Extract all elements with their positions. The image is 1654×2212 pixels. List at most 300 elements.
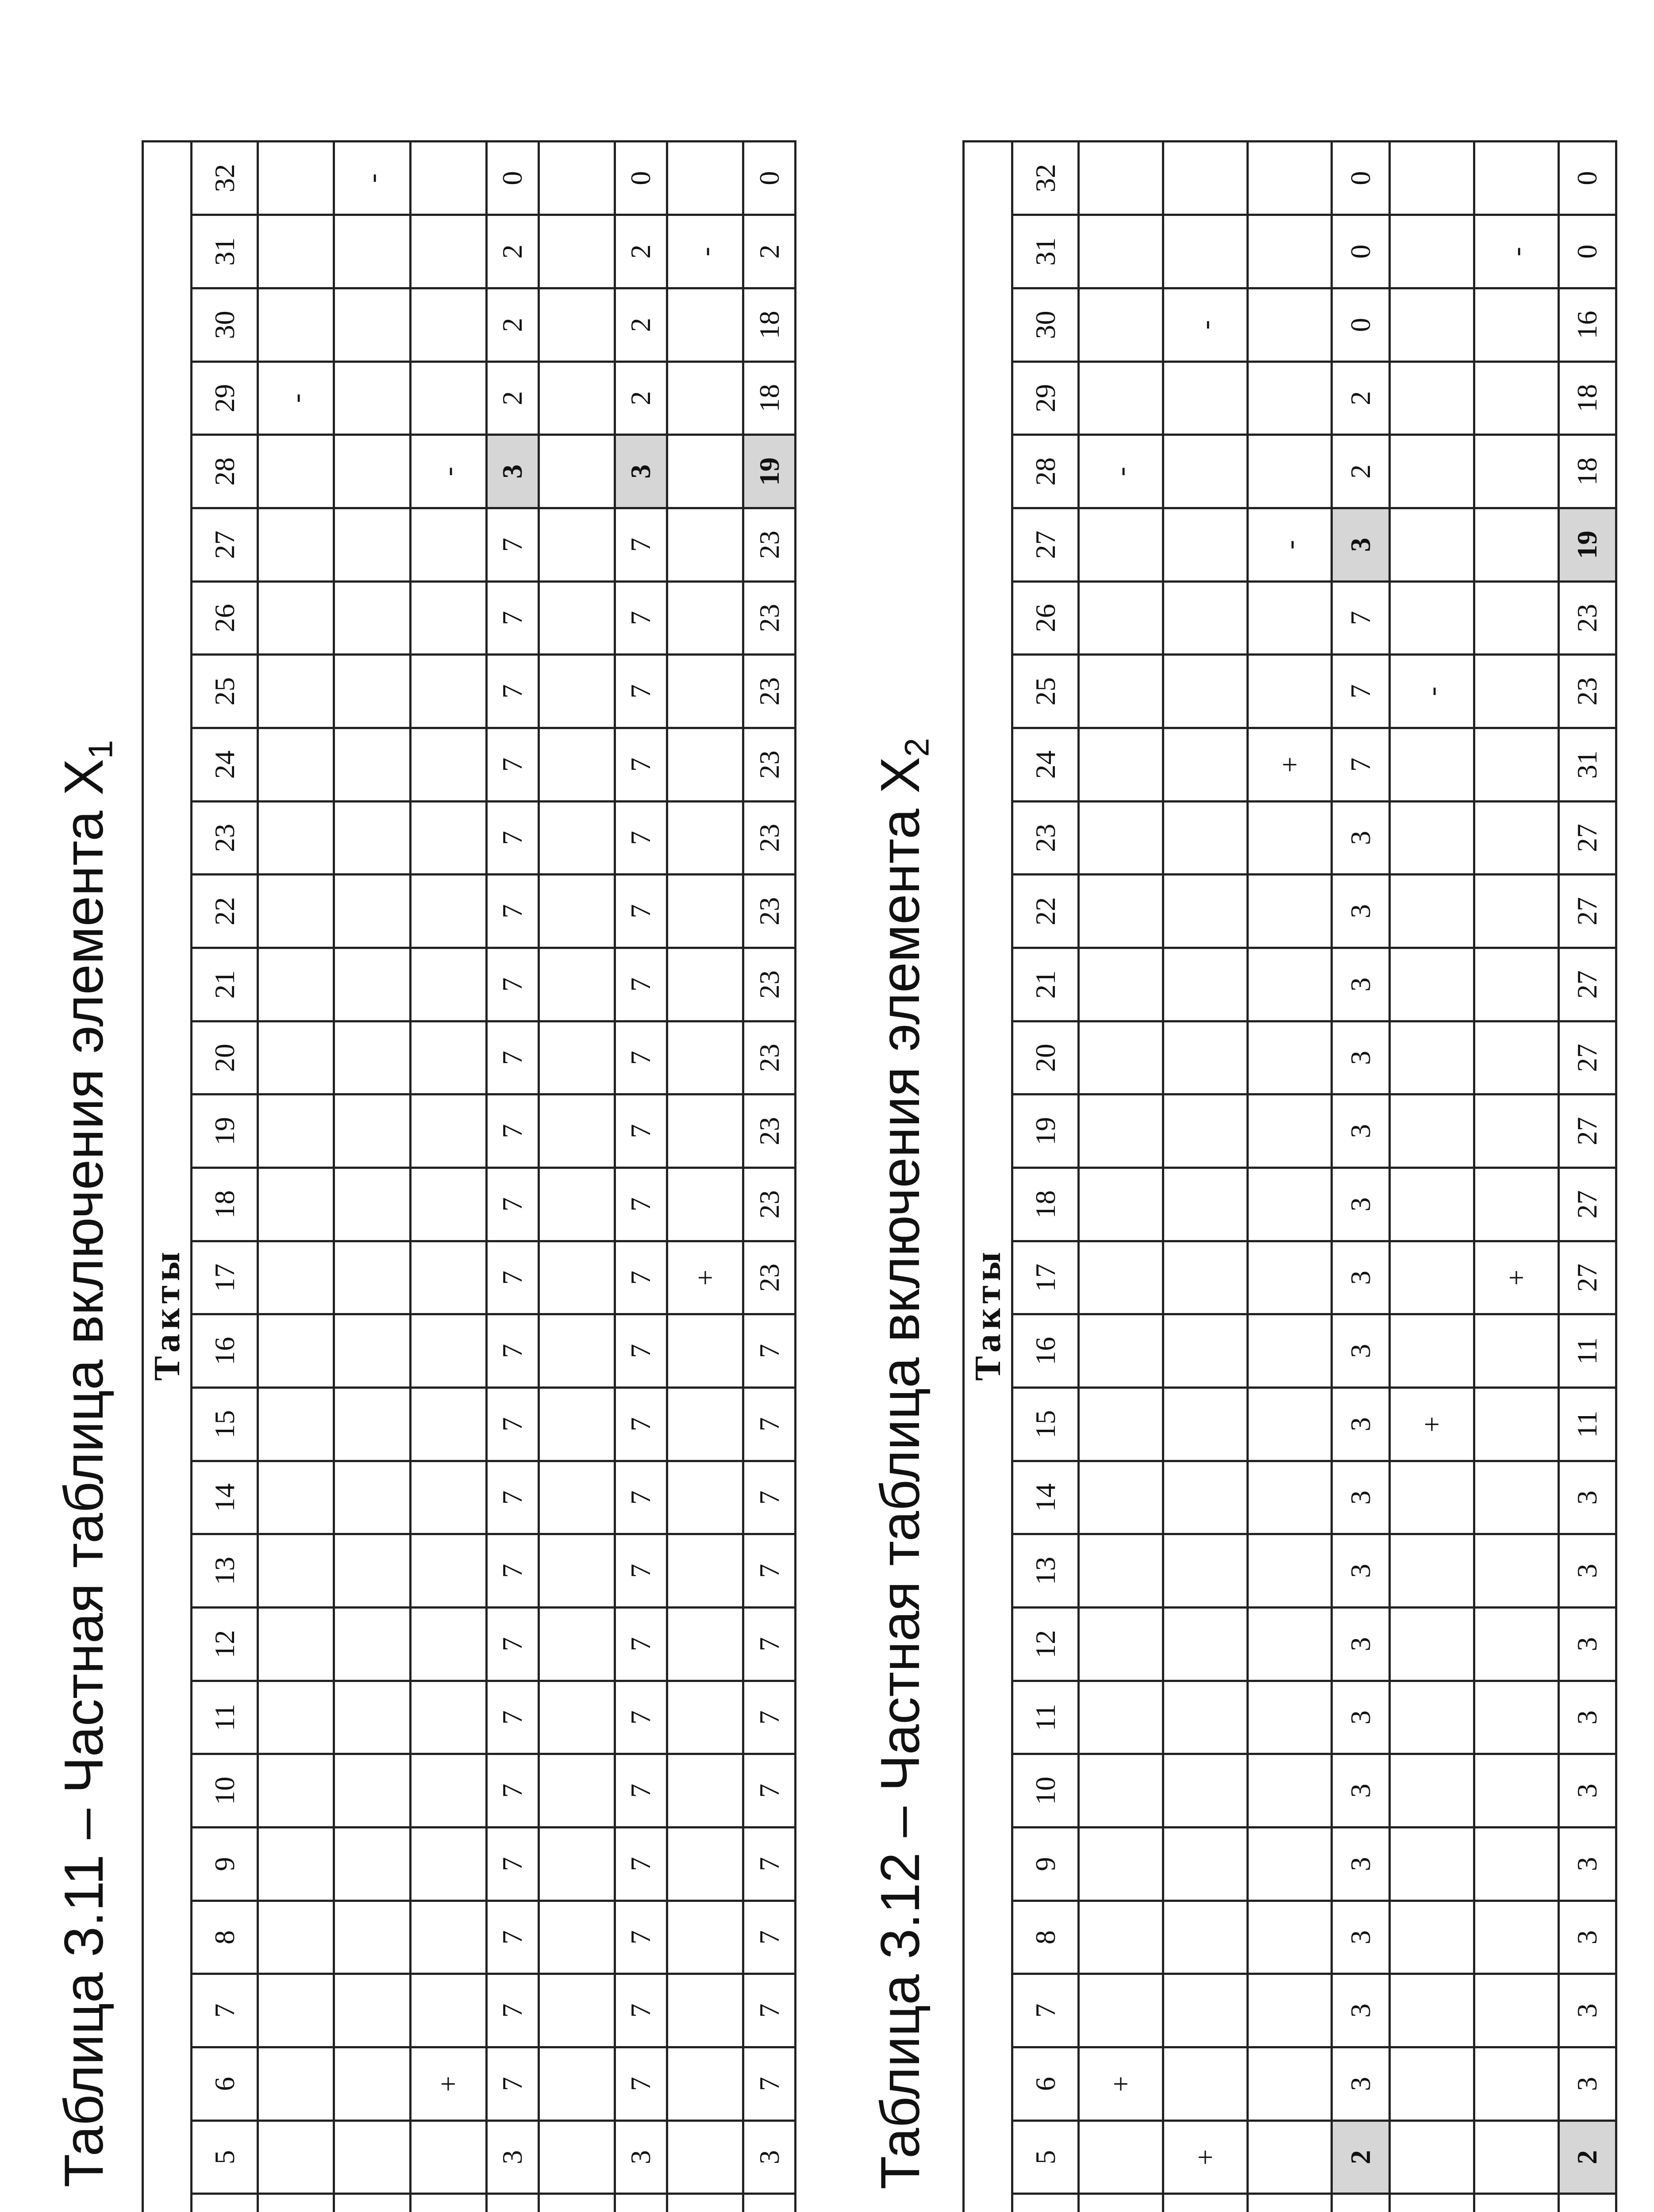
cell — [1163, 1534, 1247, 1608]
cell — [1389, 288, 1474, 362]
cell: 3 — [1332, 2047, 1389, 2121]
cell: 23 — [743, 948, 796, 1022]
state-row — [486, 142, 539, 2212]
cell — [1389, 361, 1474, 435]
cell: - — [258, 361, 334, 435]
cell — [1247, 1314, 1332, 1388]
cell — [334, 435, 410, 508]
cell: 2 — [486, 288, 539, 362]
cycle-number: 7 — [192, 1974, 258, 2047]
cycle-number: 6 — [1012, 2047, 1079, 2121]
cell — [1163, 1608, 1247, 1681]
caption-subscript: 2 — [898, 737, 936, 757]
cycle-number: 26 — [1012, 581, 1079, 655]
caption-text: Таблица 3.12 – Частная таблица включения элемента X — [870, 757, 931, 2190]
cell — [1389, 1094, 1474, 1168]
cell: + — [1389, 1388, 1474, 1461]
cell — [539, 948, 615, 1022]
element-row — [1474, 142, 1558, 2212]
cell — [1474, 1828, 1558, 1901]
cell: - — [667, 215, 743, 288]
cell — [258, 1168, 334, 1241]
cell: 7 — [486, 508, 539, 582]
cycle-number: 16 — [1012, 1314, 1079, 1388]
cell — [539, 508, 615, 582]
highlighted-cell: 3 — [1332, 508, 1389, 582]
cell — [539, 1828, 615, 1901]
cycle-number — [192, 2194, 258, 2212]
cell — [667, 655, 743, 728]
cell — [410, 1828, 486, 1901]
cell: 7 — [615, 1901, 667, 1974]
cell: 7 — [743, 1754, 796, 1828]
cell — [539, 2120, 615, 2194]
cell — [410, 288, 486, 362]
cell — [1389, 435, 1474, 508]
cycle-number: 31 — [1012, 215, 1079, 288]
cell — [1389, 1461, 1474, 1534]
cell: 3 — [1332, 1094, 1389, 1168]
cell: 7 — [615, 1681, 667, 1754]
cell — [667, 2194, 743, 2212]
cell: 7 — [743, 1901, 796, 1974]
cell — [539, 1388, 615, 1461]
cell — [1163, 1021, 1247, 1094]
cycle-number: 20 — [192, 1021, 258, 1094]
cell — [334, 728, 410, 802]
cell: 2 — [1332, 361, 1389, 435]
cell: 0 — [743, 142, 796, 215]
cell — [667, 1168, 743, 1241]
cell — [539, 1021, 615, 1094]
cell — [410, 1021, 486, 1094]
cell — [1079, 1021, 1163, 1094]
cell: 27 — [1558, 1168, 1616, 1241]
cell — [1474, 1901, 1558, 1974]
table-3-12-caption — [869, 0, 948, 2212]
cell — [1474, 655, 1558, 728]
cell: 27 — [1558, 875, 1616, 948]
cell: 7 — [743, 1534, 796, 1608]
cell: 7 — [615, 1241, 667, 1314]
cell — [410, 2120, 486, 2194]
cycle-number: 19 — [1012, 1094, 1079, 1168]
cell: 18 — [743, 288, 796, 362]
cell — [1389, 728, 1474, 802]
cell: 7 — [743, 1828, 796, 1901]
cycle-number: 24 — [1012, 728, 1079, 802]
cell — [258, 948, 334, 1022]
cell: 7 — [486, 1534, 539, 1608]
cell — [1474, 728, 1558, 802]
cell — [1389, 1534, 1474, 1608]
cell — [1247, 142, 1332, 215]
cell — [258, 1314, 334, 1388]
cell — [1247, 361, 1332, 435]
table-3-11 — [142, 140, 796, 2212]
cell — [258, 1608, 334, 1681]
cell: 7 — [486, 2047, 539, 2121]
cell — [258, 801, 334, 875]
cycle-number: 28 — [1012, 435, 1079, 508]
cell — [1474, 142, 1558, 215]
cell — [539, 581, 615, 655]
cycle-number: 21 — [192, 948, 258, 1022]
cell — [410, 1168, 486, 1241]
cell: + — [1474, 1241, 1558, 1314]
cell — [667, 508, 743, 582]
cell — [667, 1314, 743, 1388]
cell — [258, 655, 334, 728]
cell — [410, 1388, 486, 1461]
cell — [334, 1534, 410, 1608]
cell: 11 — [1558, 1388, 1616, 1461]
cell: 7 — [486, 875, 539, 948]
cell — [1474, 508, 1558, 582]
cell — [1474, 1168, 1558, 1241]
cell — [667, 1094, 743, 1168]
cell — [1247, 2120, 1332, 2194]
element-row — [410, 142, 486, 2212]
cell: 7 — [486, 1754, 539, 1828]
cell — [1474, 1314, 1558, 1388]
cell — [1389, 2194, 1474, 2212]
cell: 7 — [1332, 581, 1389, 655]
cycle-number: 29 — [192, 361, 258, 435]
cell: 7 — [615, 1388, 667, 1461]
cell — [258, 2194, 334, 2212]
cell — [667, 1901, 743, 1974]
cell — [1474, 801, 1558, 875]
cell: 7 — [486, 1388, 539, 1461]
cell — [1163, 1828, 1247, 1901]
cell: 7 — [486, 1314, 539, 1388]
cell — [1079, 1901, 1163, 1974]
cell — [539, 142, 615, 215]
cell — [667, 2047, 743, 2121]
takty-header: Такты — [964, 142, 1012, 2212]
element-row — [334, 142, 410, 2212]
cell: - — [410, 435, 486, 508]
cycle-number: 18 — [1012, 1168, 1079, 1241]
cell — [1163, 581, 1247, 655]
cell — [1389, 2120, 1474, 2194]
cell — [410, 1901, 486, 1974]
cell — [539, 1461, 615, 1534]
cell — [1163, 1974, 1247, 2047]
cell — [1474, 875, 1558, 948]
cell — [334, 1828, 410, 1901]
cell — [258, 1388, 334, 1461]
cell — [334, 1021, 410, 1094]
state-row — [743, 142, 796, 2212]
cell: + — [667, 1241, 743, 1314]
cell: 7 — [743, 2047, 796, 2121]
cell: 7 — [615, 1828, 667, 1901]
cell: 3 — [1558, 1461, 1616, 1534]
cell: 7 — [486, 1094, 539, 1168]
cell — [539, 1974, 615, 2047]
cell: 3 — [1332, 1974, 1389, 2047]
cell — [1079, 2194, 1163, 2212]
cell — [1163, 361, 1247, 435]
cell: 7 — [615, 1094, 667, 1168]
cell — [1389, 948, 1474, 1022]
cell: 2 — [615, 361, 667, 435]
cell — [1389, 1021, 1474, 1094]
table-3-12 — [962, 140, 1617, 2212]
cell: 3 — [1558, 1608, 1616, 1681]
cell — [1079, 361, 1163, 435]
cycle-number: 32 — [1012, 142, 1079, 215]
cell — [1079, 1314, 1163, 1388]
cell — [334, 1241, 410, 1314]
cell: 3 — [1332, 801, 1389, 875]
element-row — [667, 142, 743, 2212]
cell: 7 — [615, 1314, 667, 1388]
cell: 7 — [743, 1974, 796, 2047]
cell: 23 — [743, 728, 796, 802]
cell — [1389, 1828, 1474, 1901]
cell — [1474, 1681, 1558, 1754]
cell: 27 — [1558, 801, 1616, 875]
cell: 23 — [743, 508, 796, 582]
cell — [1389, 1241, 1474, 1314]
element-row — [1079, 142, 1163, 2212]
cell — [1079, 1168, 1163, 1241]
cell — [667, 875, 743, 948]
cell: 7 — [486, 1461, 539, 1534]
cycle-number: 27 — [1012, 508, 1079, 582]
cell — [1474, 581, 1558, 655]
cell: 3 — [1332, 1608, 1389, 1681]
cell: + — [1247, 728, 1332, 802]
cell — [334, 1388, 410, 1461]
cycle-number: 5 — [1012, 2120, 1079, 2194]
cell — [486, 2194, 539, 2212]
cell: 7 — [615, 1974, 667, 2047]
cycle-number: 25 — [1012, 655, 1079, 728]
cell — [1474, 1021, 1558, 1094]
cell: 27 — [1558, 1094, 1616, 1168]
cell — [1079, 581, 1163, 655]
cell: 7 — [615, 1021, 667, 1094]
cell — [334, 2120, 410, 2194]
cell: 7 — [615, 2047, 667, 2121]
cell: 3 — [1558, 1901, 1616, 1974]
highlighted-cell: 2 — [1332, 2120, 1389, 2194]
cell — [539, 1534, 615, 1608]
cycle-number: 25 — [192, 655, 258, 728]
cell: 0 — [615, 142, 667, 215]
cell: 7 — [743, 1681, 796, 1754]
cell — [1247, 1388, 1332, 1461]
cell — [1389, 1754, 1474, 1828]
cell — [334, 1681, 410, 1754]
caption-text: Таблица 3.11 – Частная таблица включения элемента X — [54, 759, 115, 2188]
cell — [667, 1681, 743, 1754]
cell — [539, 801, 615, 875]
element-row — [1247, 142, 1332, 2212]
cell: 7 — [1332, 728, 1389, 802]
cell: 7 — [615, 1168, 667, 1241]
cell: 7 — [615, 508, 667, 582]
cell: 3 — [1332, 1021, 1389, 1094]
cell — [1079, 215, 1163, 288]
cell — [1558, 2194, 1616, 2212]
cell — [1474, 361, 1558, 435]
cycle-number: 8 — [1012, 1901, 1079, 1974]
cell — [334, 508, 410, 582]
cell — [1079, 1534, 1163, 1608]
cell: 3 — [1332, 1828, 1389, 1901]
cell: 2 — [615, 288, 667, 362]
cell — [334, 2047, 410, 2121]
cell — [539, 288, 615, 362]
element-row — [1389, 142, 1474, 2212]
cell: 3 — [615, 2120, 667, 2194]
cycle-number: 31 — [192, 215, 258, 288]
cell — [1079, 288, 1163, 362]
cell — [334, 801, 410, 875]
cell: 23 — [743, 1241, 796, 1314]
cell — [1247, 1094, 1332, 1168]
cell — [1079, 655, 1163, 728]
cell: 31 — [1558, 728, 1616, 802]
cell: 7 — [486, 1828, 539, 1901]
cell — [1474, 1094, 1558, 1168]
cell — [1163, 1168, 1247, 1241]
cell: 3 — [1332, 1388, 1389, 1461]
cell — [539, 2194, 615, 2212]
cell — [667, 288, 743, 362]
cell: - — [1389, 655, 1474, 728]
cell — [410, 948, 486, 1022]
cell — [334, 1461, 410, 1534]
cell — [1163, 1241, 1247, 1314]
cell — [1247, 1828, 1332, 1901]
cell — [410, 1094, 486, 1168]
cycle-number: 27 — [192, 508, 258, 582]
cell — [334, 1168, 410, 1241]
cell: 3 — [1558, 1534, 1616, 1608]
state-row — [1332, 142, 1389, 2212]
cell — [410, 1461, 486, 1534]
cell: 23 — [1558, 655, 1616, 728]
cell — [258, 288, 334, 362]
cell: 27 — [1558, 1241, 1616, 1314]
cell — [258, 508, 334, 582]
cell — [334, 2194, 410, 2212]
cell — [258, 1901, 334, 1974]
cell — [1474, 1974, 1558, 2047]
cell: 7 — [486, 1168, 539, 1241]
cell — [667, 2120, 743, 2194]
cell — [1389, 142, 1474, 215]
cell — [1163, 142, 1247, 215]
cell — [539, 2047, 615, 2121]
cell — [334, 1974, 410, 2047]
cell — [539, 1608, 615, 1681]
cell: 16 — [1558, 288, 1616, 362]
cell — [667, 1021, 743, 1094]
cell: 3 — [1332, 875, 1389, 948]
cell — [1163, 2194, 1247, 2212]
cell — [1247, 655, 1332, 728]
cell — [667, 142, 743, 215]
cell: 23 — [743, 1021, 796, 1094]
cell: 7 — [615, 1754, 667, 1828]
cell: 7 — [615, 801, 667, 875]
cell — [667, 1754, 743, 1828]
cell: 3 — [1332, 1314, 1389, 1388]
table-3-11-caption — [53, 0, 132, 2212]
cell — [1079, 1974, 1163, 2047]
cell: 7 — [486, 1974, 539, 2047]
cell — [258, 435, 334, 508]
cell: 7 — [486, 948, 539, 1022]
cell: 0 — [486, 142, 539, 215]
cell — [667, 435, 743, 508]
cell — [1389, 1608, 1474, 1681]
cell — [1079, 1754, 1163, 1828]
cell: 7 — [486, 1681, 539, 1754]
cell — [1474, 435, 1558, 508]
cell — [410, 1974, 486, 2047]
cell — [258, 2047, 334, 2121]
cell: 18 — [1558, 435, 1616, 508]
cell: 3 — [1332, 1241, 1389, 1314]
cell — [1247, 875, 1332, 948]
cycle-number: 20 — [1012, 1021, 1079, 1094]
cell — [667, 948, 743, 1022]
cell — [1389, 875, 1474, 948]
cell — [410, 1754, 486, 1828]
cell — [667, 1461, 743, 1534]
cell — [1163, 435, 1247, 508]
cell: 3 — [1558, 1828, 1616, 1901]
highlighted-cell: 19 — [1558, 508, 1616, 582]
cell — [539, 728, 615, 802]
element-row — [539, 142, 615, 2212]
cell — [667, 1534, 743, 1608]
cell: 3 — [1558, 1681, 1616, 1754]
cell: 3 — [486, 2120, 539, 2194]
cell: 7 — [615, 581, 667, 655]
cell: 11 — [1558, 1314, 1616, 1388]
cell: 7 — [743, 1608, 796, 1681]
cycle-number: 11 — [192, 1681, 258, 1754]
cell: + — [410, 2047, 486, 2121]
cell — [1163, 215, 1247, 288]
cell: + — [1163, 2120, 1247, 2194]
cycle-number: 5 — [192, 2120, 258, 2194]
cell: 27 — [1558, 948, 1616, 1022]
highlighted-cell: 3 — [486, 435, 539, 508]
cell — [1247, 1461, 1332, 1534]
cell — [1247, 1608, 1332, 1681]
cell — [539, 1168, 615, 1241]
cycle-number: 15 — [192, 1388, 258, 1461]
cell — [1247, 1681, 1332, 1754]
cell — [1389, 508, 1474, 582]
cycle-number: 7 — [1012, 1974, 1079, 2047]
cell — [334, 1094, 410, 1168]
cell: + — [1079, 2047, 1163, 2121]
caption-subscript: 1 — [81, 740, 120, 759]
cycle-number: 30 — [1012, 288, 1079, 362]
cell: 7 — [615, 1534, 667, 1608]
